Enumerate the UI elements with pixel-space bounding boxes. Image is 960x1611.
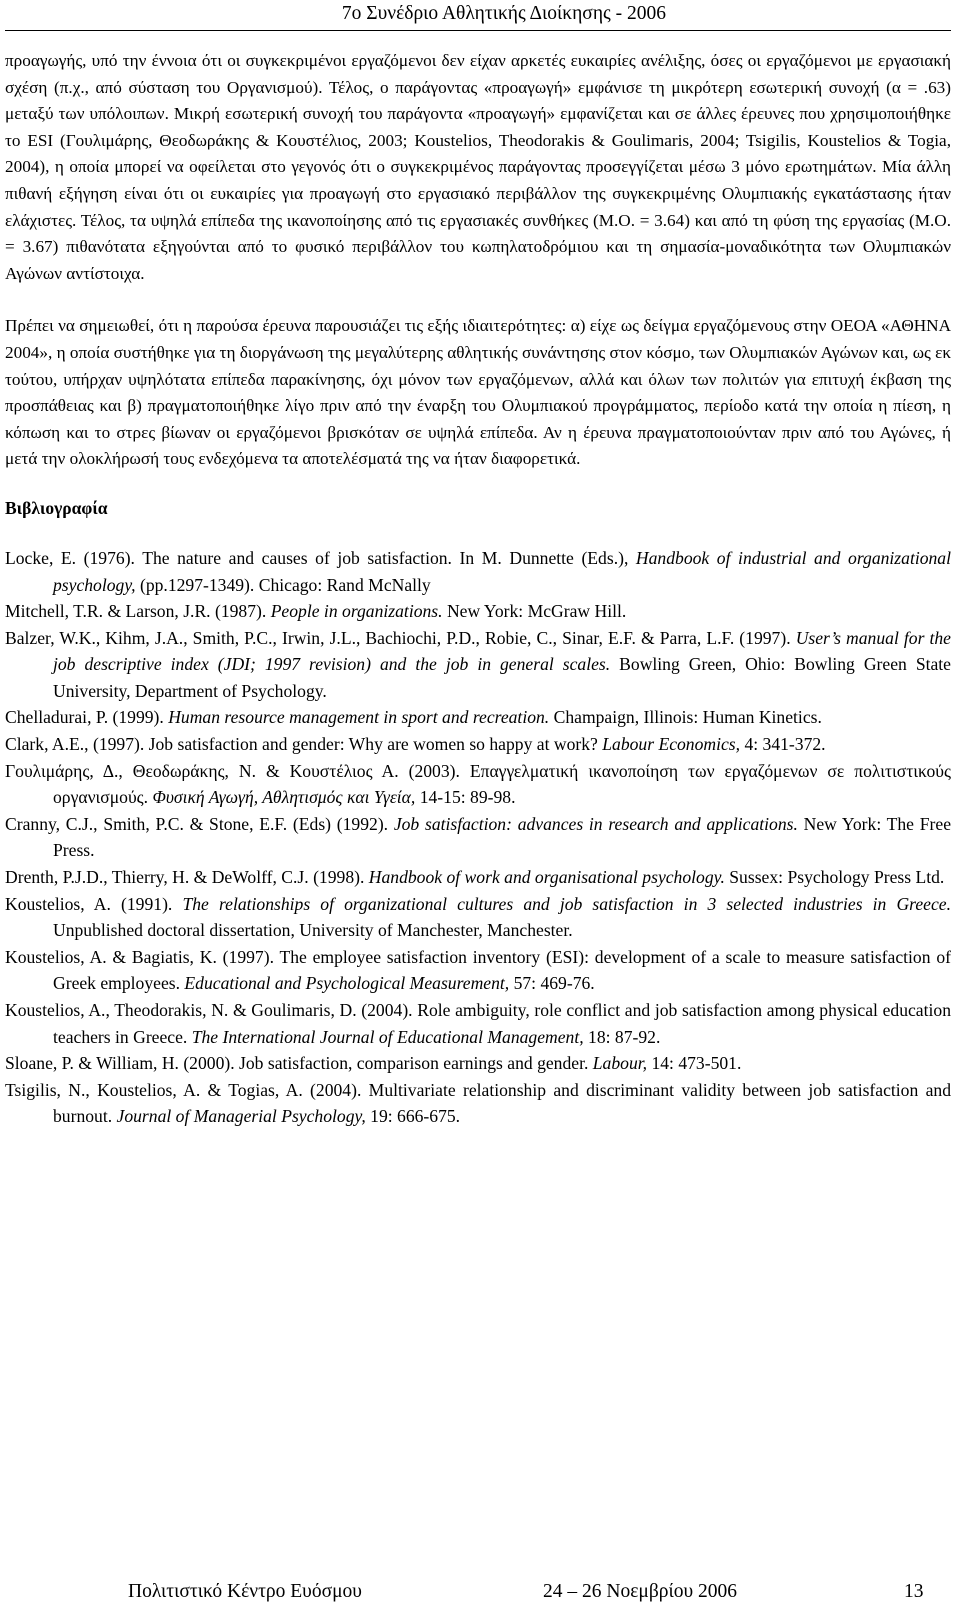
reference-item: Cranny, C.J., Smith, P.C. & Stone, E.F. (Eds) (1992). Job satisfaction: advances in research and applications. New York: The Free Press. [5,813,951,861]
reference-item: Drenth, P.J.D., Thierry, H. & DeWolff, C.J. (1998). Handbook of work and organisational psychology. Sussex: Psychology Press Ltd. [5,867,945,888]
reference-item: Chelladurai, P. (1999). Human resource management in sport and recreation. Champaign, Illinois: Human Kinetics. [5,707,822,728]
bibliography-heading: Βιβλιογραφία [5,497,108,518]
conference-title: 7ο Συνέδριο Αθλητικής Διοίκησης - 2006 [341,3,666,24]
page-footer [0,1580,960,1608]
reference-item: Tsigilis, N., Koustelios, A. & Togias, A. (2004). Multivariate relationship and discriminant validity between job satisfaction and burnout. Journal of Managerial Psychology, 19: 666-675. [5,1079,951,1127]
header-rule [5,30,951,31]
reference-list [5,545,951,1130]
reference-item: Koustelios, A. & Bagiatis, K. (1997). The employee satisfaction inventory (ESI): development of a scale to measure satisfaction of Greek employees. Educational and Psychological Measurement, 57: 469-76. [5,946,951,994]
footer-dates: 24 – 26 Νοεμβρίου 2006 [543,1581,738,1602]
reference-item: Balzer, W.K., Kihm, J.A., Smith, P.C., Irwin, J.L., Bachiochi, P.D., Robie, C., Sinar, E.F. & Parra, L.F. (1997). User’s manual for the job descriptive index (JDI; 1997 revision) and the job in general scales. Bowling Green, Ohio: Bowling Green State University, Department of Psychology. [5,627,951,701]
reference-item: Mitchell, T.R. & Larson, J.R. (1987). People in organizations. New York: McGraw Hill. [5,601,627,622]
reference-item: Koustelios, A. (1991). The relationships of organizational cultures and job satisfaction in 3 selected industries in Greece. Unpublished doctoral dissertation, University of Manchester, Manchester. [5,893,952,941]
reference-item: Koustelios, A., Theodorakis, N. & Goulimaris, D. (2004). Role ambiguity, role conflict and job satisfaction among physical education teachers in Greece. The International Journal of Educational Management, 18: 87-92. [5,1000,951,1047]
reference-item: Γουλιμάρης, Δ., Θεοδωράκης, Ν. & Κουστέλιος Α. (2003). Επαγγελματική ικανοποίηση των εργαζόμενων σε πολιτιστικούς οργανισμούς. Φυσική Αγωγή, Αθλητισμός και Υγεία, 14-15: 89-98. [5,760,951,808]
page-content [5,48,951,1130]
reference-item: Locke, E. (1976). The nature and causes of job satisfaction. In M. Dunnette (Eds.), Handbook of industrial and organizational psychology, (pp.1297-1349). Chicago: Rand McNally [5,547,951,595]
page-number: 13 [904,1581,924,1602]
body-paragraph-1: προαγωγής, υπό την έννοια ότι οι συγκεκριμένοι εργαζόμενοι δεν είχαν αρκετές ευκαιρίες ανέλιξης, όσες οι εργαζόμενοι με εργασιακή σχέση (π.χ., από σύσταση του Οργανισμού). Τέλος, ο παράγοντας «προαγωγή» εμφάνισε τη μικρότερη εσωτερική συνοχή (α = .63) μεταξύ των υπόλοιπων. Μικρή εσωτερική συνοχή του παράγοντα «προαγωγή» εμφανίζεται και σε άλλες έρευνες που χρησιμοποιήθηκε το ESI (Γουλιμάρης, Θεοδωράκης & Κουστέλιος, 2003; Koustelios, Theodorakis & Goulimaris, 2004; Tsigilis, Koustelios & Togia, 2004), η οποία μπορεί να οφείλεται στο γεγονός ότι ο συγκεκριμένος παράγοντας προσεγγίζεται μέσω 3 μόνο ερωτημάτων. Μία άλλη πιθανή εξήγηση είναι ότι οι ευκαιρίες για προαγωγή στο εργασιακό περιβάλλον της συγκεκριμένης Ολυμπιακής εγκατάστασης ήταν ελάχιστες. Τέλος, τα υψηλά επίπεδα της ικανοποίησης από τις εργασιακές συνθήκες (Μ.Ο. = 3.64) και από τη φύση της εργασίας (Μ.Ο. = 3.67) πιθανότατα εξηγούνται από το φυσικό περιβάλλον του κωπηλατοδρόμιου και τη σημασία-μοναδικότητα των Ολυμπιακών Αγώνων αντίστοιχα. [5,51,951,283]
reference-item: Clark, A.E., (1997). Job satisfaction and gender: Why are women so happy at work? Labour Economics, 4: 341-372. [5,734,826,755]
footer-organization: Πολιτιστικό Κέντρο Ευόσμου [128,1581,362,1602]
page-header [0,2,960,28]
reference-item: Sloane, P. & William, H. (2000). Job satisfaction, comparison earnings and gender. Labour, 14: 473-501. [5,1053,742,1074]
body-paragraph-2: Πρέπει να σημειωθεί, ότι η παρούσα έρευνα παρουσιάζει τις εξής ιδιαιτερότητες: α) είχε ως δείγμα εργαζόμενους στην ΟΕΟΑ «ΑΘΗΝΑ 2004», η οποία συστήθηκε για τη διοργάνωση της μεγαλύτερης αθλητικής συνάντησης στον κόσμο, των Ολυμπιακών Αγώνων και, ως εκ τούτου, υπήρχαν υψηλότατα επίπεδα παρακίνησης, όχι μόνον των εργαζόμενων, αλλά και όλων των πολιτών για επιτυχή έκβαση της προσπάθειας και β) πραγματοποιήθηκε λίγο πριν από την έναρξη του Ολυμπιακού προγράμματος, περίοδο κατά την οποία η πίεση, η κόπωση και το στρες βίωναν οι εργαζόμενοι βρισκόταν σε υψηλά επίπεδα. Αν η έρευνα πραγματοποιούνταν πριν από του Αγώνες, ή μετά την ολοκλήρωσή τους ενδεχόμενα τα αποτελέσματά της να ήταν διαφορετικά. [5,316,951,469]
